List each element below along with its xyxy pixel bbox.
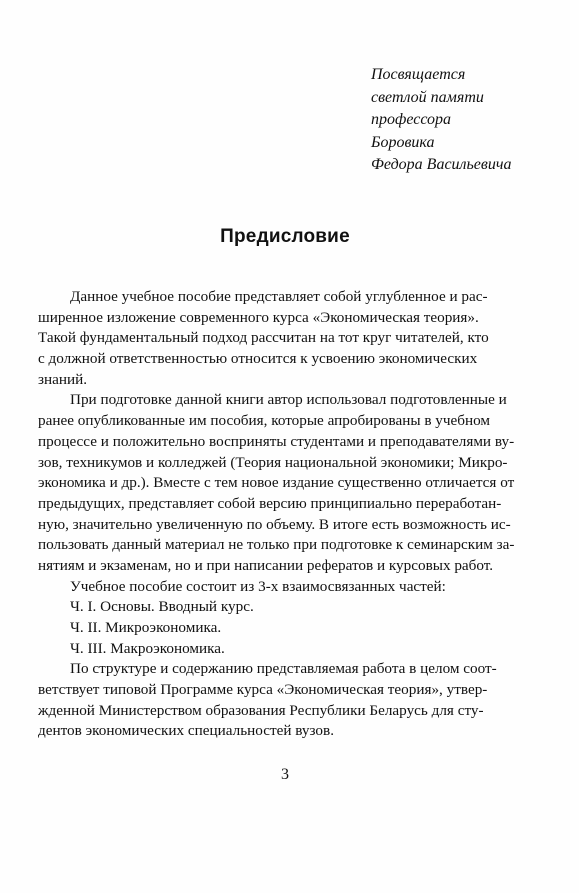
text-line: Учебное пособие состоит из 3-х взаимосвязанных частей: <box>70 577 446 595</box>
text-line: пользовать данный материал не только при подготовке к семинарским за- <box>38 536 515 554</box>
text-line: зов, техникумов и колледжей (Теория национальной экономики; Микро- <box>38 453 508 471</box>
text-line: дентов экономических специальностей вузов. <box>38 722 334 740</box>
dedication-line: Посвящается <box>371 66 466 83</box>
text-line: жденной Министерством образования Республики Беларусь для сту- <box>38 701 484 719</box>
text-line: с должной ответственностью относится к усвоению экономических <box>38 350 478 368</box>
text-line: Ч. I. Основы. Вводный курс. <box>70 598 254 616</box>
page-number: 3 <box>281 766 289 783</box>
text-line: предыдущих, представляет собой версию принципиально переработан- <box>38 494 502 512</box>
text-line: По структуре и содержанию представляемая работа в целом соот- <box>70 660 497 678</box>
text-line: знаний. <box>38 370 88 388</box>
dedication-line: Боровика <box>371 133 435 151</box>
text-line: Ч. II. Микроэкономика. <box>70 619 222 636</box>
dedication-line: профессора <box>371 111 452 128</box>
text-line: ширенное изложение современного курса «Экономическая теория». <box>38 308 479 326</box>
text-line: ную, значительно увеличенную по объему. В итоге есть возможность ис- <box>38 515 511 533</box>
dedication-line: Федора Васильевича <box>371 156 512 173</box>
dedication-block <box>371 64 561 177</box>
preface-body <box>38 287 532 742</box>
text-line: ветствует типовой Программе курса «Экономическая теория», утвер- <box>38 681 488 699</box>
page-title: Предисловие <box>220 226 350 247</box>
text-line: Такой фундаментальный подход рассчитан на тот круг читателей, кто <box>38 329 489 347</box>
text-line: Данное учебное пособие представляет собой углубленное и рас- <box>70 288 488 305</box>
text-line: процессе и положительно восприняты студентами и преподавателями ву- <box>38 432 515 450</box>
text-line: экономика и др.). Вместе с тем новое издание существенно отличается от <box>38 474 515 492</box>
dedication-line: светлой памяти <box>371 88 484 106</box>
text-line: При подготовке данной книги автор использовал подготовленные и <box>70 391 507 409</box>
text-line: нятиям и экзаменам, но и при написании рефератов и курсовых работ. <box>38 556 494 574</box>
text-line: ранее опубликованные им пособия, которые апробированы в учебном <box>38 412 491 430</box>
text-line: Ч. III. Макроэкономика. <box>70 639 225 657</box>
